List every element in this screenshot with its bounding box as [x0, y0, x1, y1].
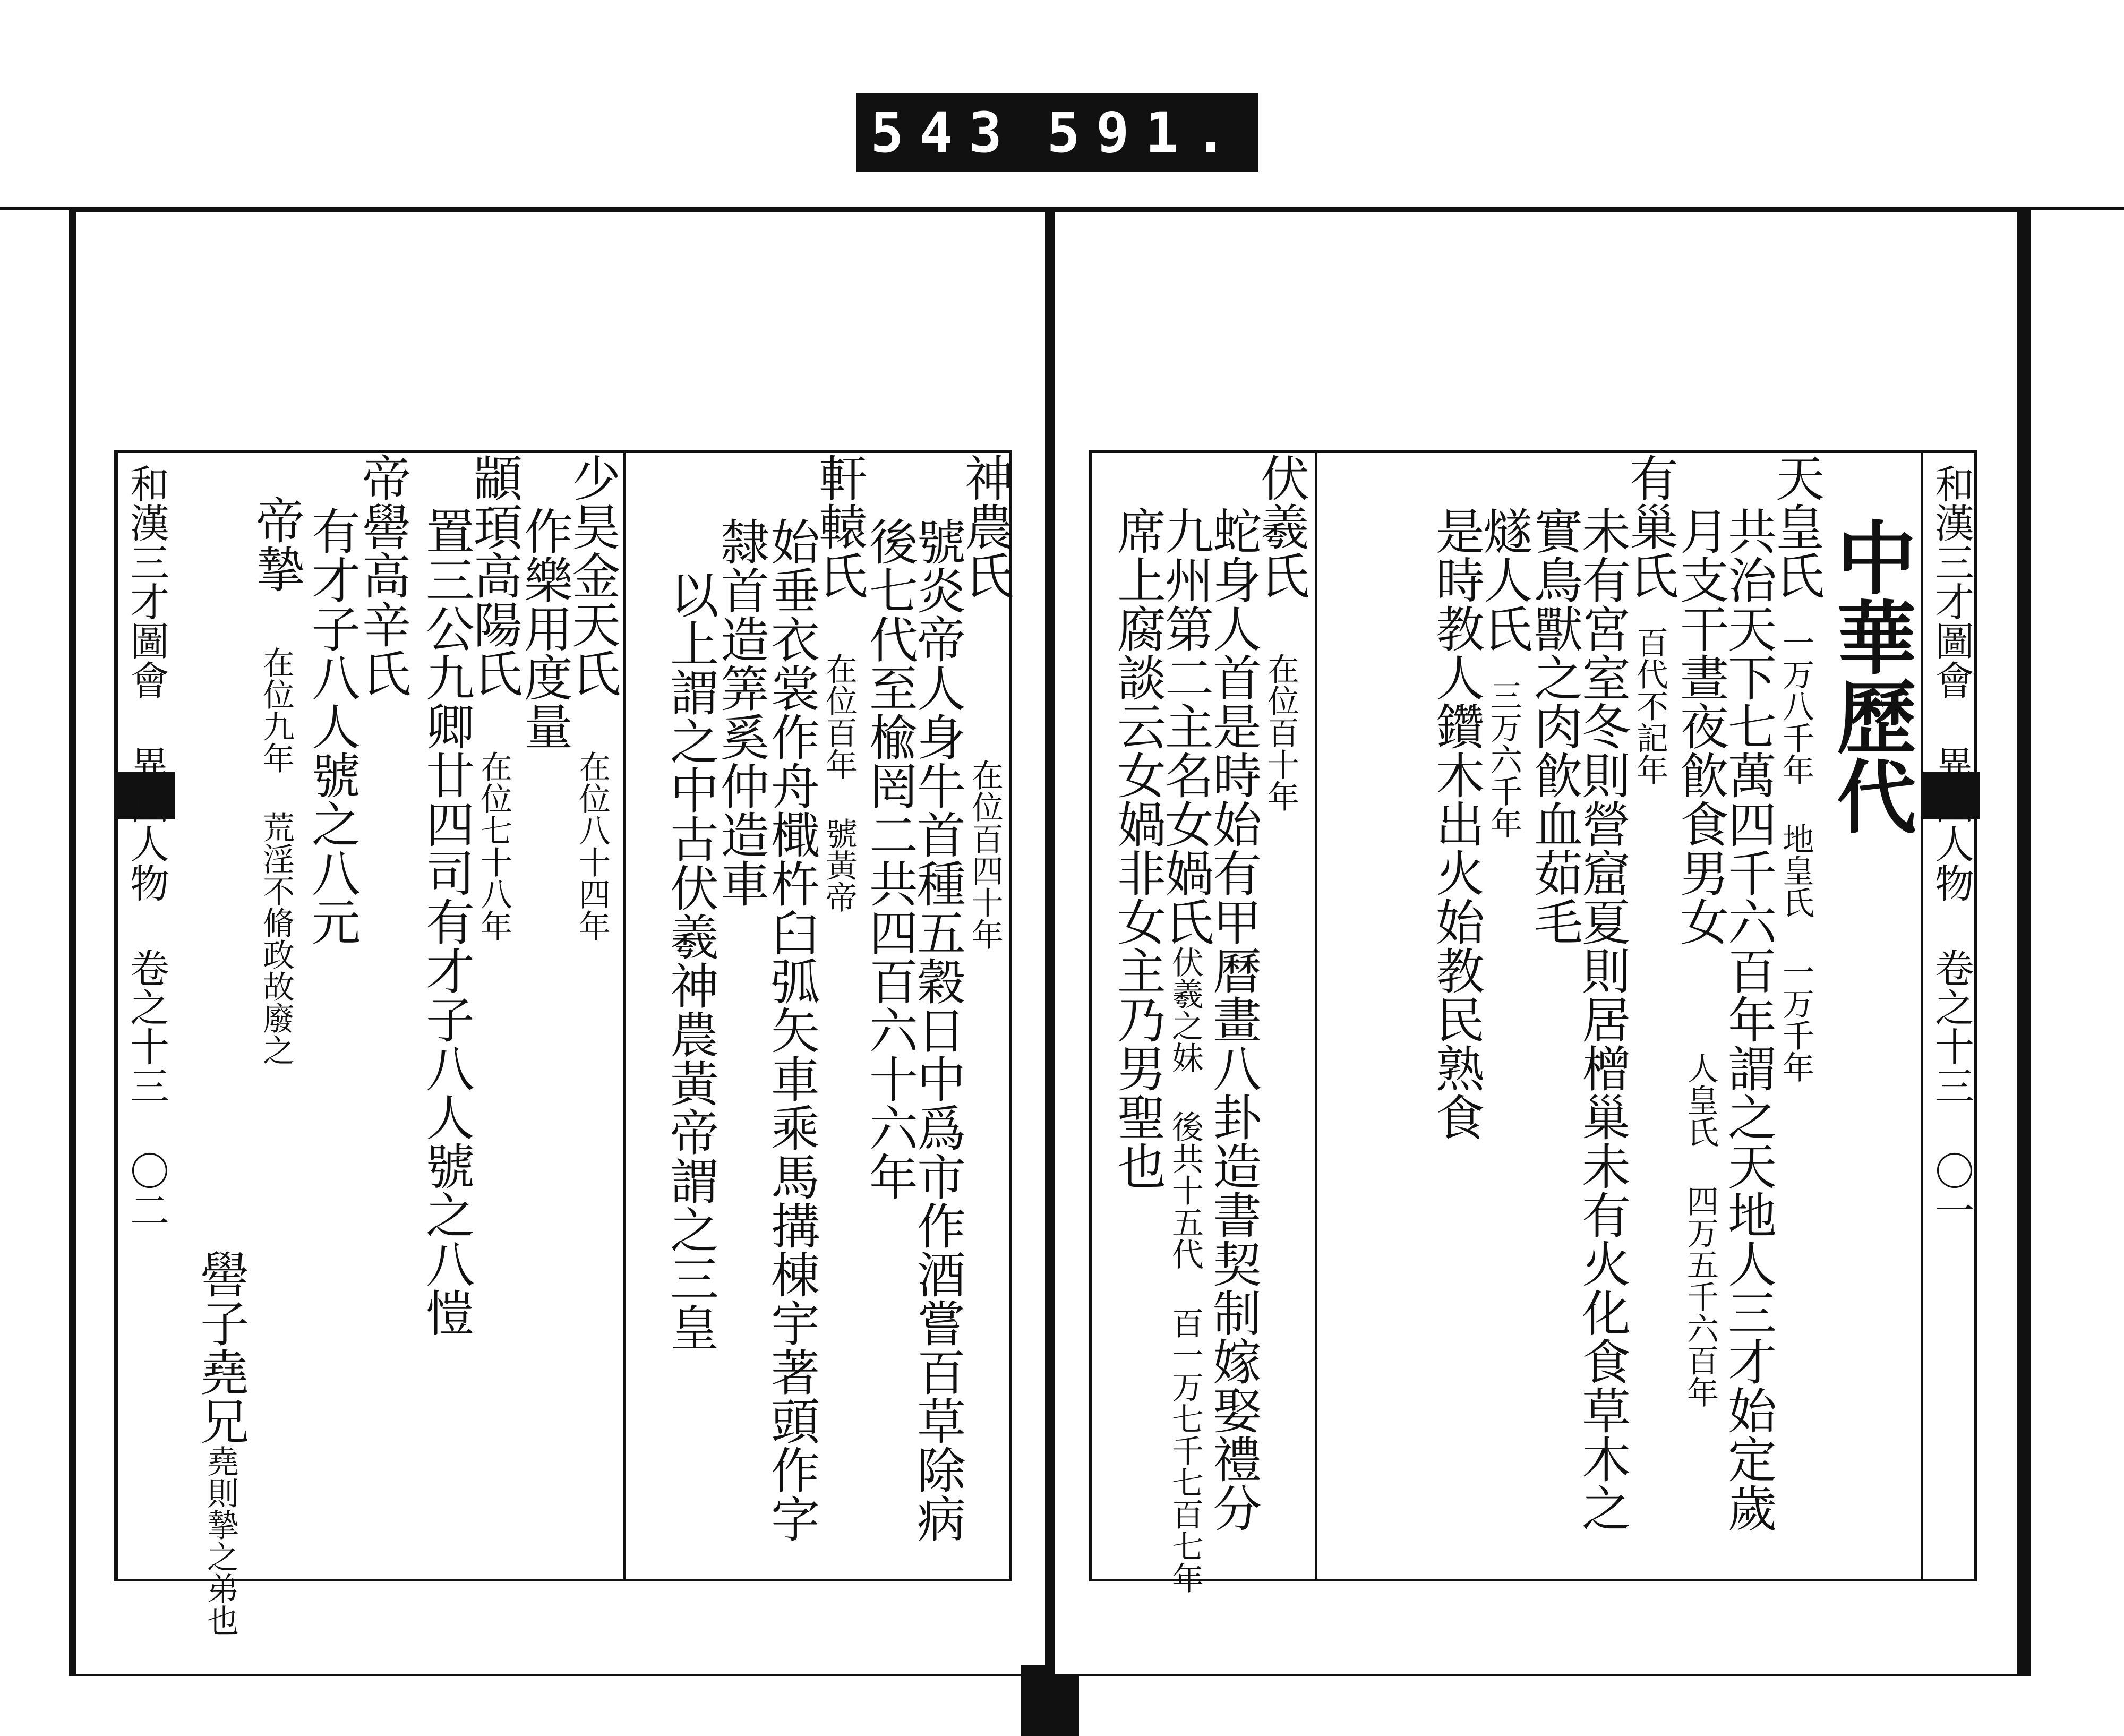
entry-shennong: 神農氏在位百四十年: [957, 453, 1014, 950]
right-register-divider: [1315, 453, 1317, 1579]
text-column-r6: 實鳥獸之肉飮血茹毛: [1526, 506, 1583, 946]
text-column-r3: 月支干晝夜飮食男女人皇氏 四万五千六百年: [1672, 506, 1729, 1408]
entry-shaohao: 少昊金天氏在位八十四年: [564, 453, 621, 942]
left-register-divider: [623, 453, 626, 1579]
left-edge-label: 和漢三才圖會 異國人物 卷之十三 〇二: [124, 464, 169, 1229]
entry-youchao: 有巢氏百代不記年: [1622, 453, 1678, 785]
text-column-r8: 是時教人鑽木出火始教民熟食: [1428, 506, 1485, 1141]
text-column-r10: 蛇身人首是時始有甲曆畫八卦造書契制嫁娶禮分: [1205, 506, 1262, 1532]
entry-suiren: 燧人氏三万六千年: [1476, 506, 1532, 839]
film-left-number: 543: [870, 100, 1018, 165]
right-text-frame: [1089, 450, 1977, 1594]
film-number-strip: [856, 93, 1258, 172]
entry-diku: 帝嚳高辛氏: [354, 453, 411, 697]
note-column: 嚳子堯兄堯則摯之弟也: [192, 1250, 249, 1636]
text-column-2: 號炎帝人身牛首種五穀日中爲市作酒嘗百草除病: [909, 517, 966, 1543]
film-right-number: 591.: [1047, 100, 1244, 165]
page-title: 中華歷代: [1823, 517, 1916, 835]
text-column-7: 以上謂之中古伏羲神農黃帝謂之三皇: [662, 570, 719, 1352]
text-column-r11: 九州第二主名女媧氏伏羲之妹 後共十五代 百一万七千七百七年: [1157, 506, 1214, 1594]
text-column-11: 置三公九卿廿四司有才子八人號之八愷: [418, 506, 475, 1337]
text-column-9: 作樂用度量: [516, 506, 573, 750]
text-column-r5: 未有宮室冬則營窟夏則居橧巢未有火化食草木之: [1574, 506, 1631, 1532]
entry-xuanyuan: 軒轅氏在位百年 號黃帝: [811, 453, 868, 913]
right-page-edge: [1921, 453, 1980, 1579]
text-column-6: 隸首造筭奚仲造車: [713, 517, 769, 908]
entry-dizhi: 帝摯在位九年 荒淫不脩政故廢之: [248, 495, 305, 1066]
right-page: [1052, 210, 2031, 1676]
text-column-13: 有才子八人號之八元: [304, 506, 361, 946]
entry-zhuanxu: 顓頊高陽氏在位七十八年: [466, 453, 523, 942]
right-edge-label: 和漢三才圖會 異國人物 卷之十三 〇一: [1929, 464, 1974, 1229]
text-column-r2: 共治天下七萬四千六百年謂之天地人三才始定歲: [1720, 506, 1777, 1532]
entry-fuxi: 伏羲氏在位百十年: [1253, 453, 1309, 812]
entry-tianhuang: 天皇氏一万八千年 地皇氏 一万千年: [1768, 453, 1825, 1083]
left-page: [69, 210, 1047, 1676]
text-column-3: 後七代至楡罔二共四百六十六年: [861, 517, 918, 1201]
left-text-frame: [114, 450, 1014, 1636]
left-page-edge: [116, 453, 175, 1579]
text-column-5: 始垂衣裳作舟檝杵臼弧矢車乘馬搆棟宇著頭作字: [763, 517, 820, 1543]
book-spine: [1047, 210, 1052, 1676]
text-column-r12: 席上腐談云女媧非女主乃男聖也: [1109, 506, 1166, 1190]
